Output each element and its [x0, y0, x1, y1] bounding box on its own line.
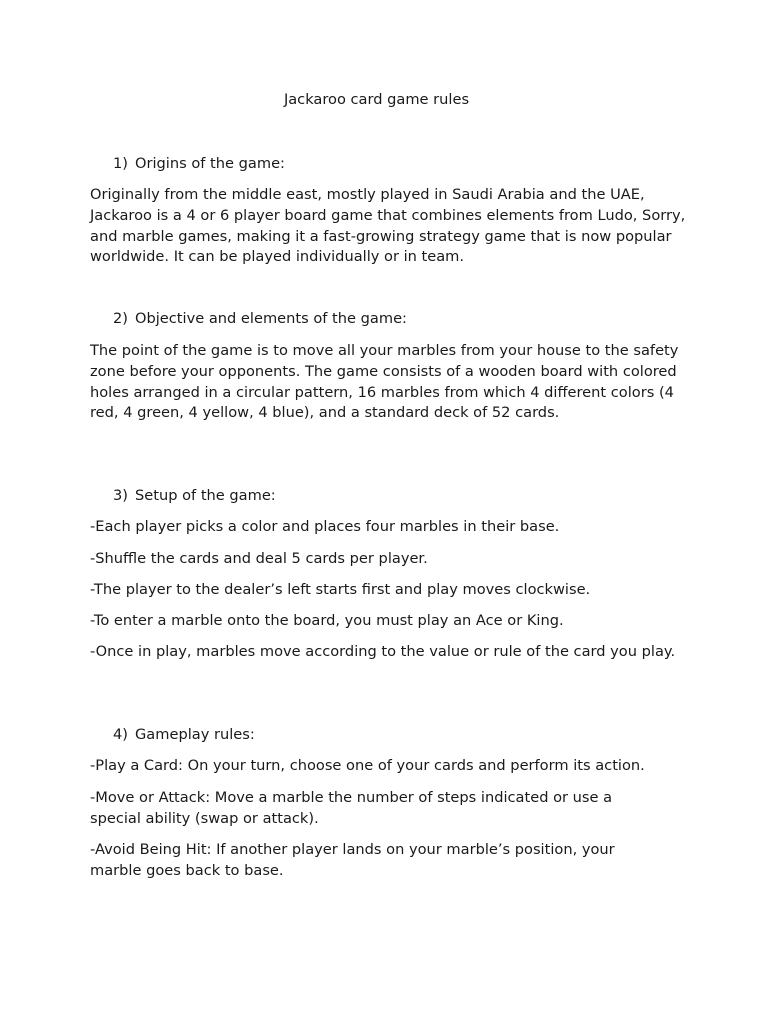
section-heading-setup: [113, 486, 276, 507]
section-number: 3): [113, 487, 128, 504]
document-title: Jackaroo card game rules: [283, 91, 470, 108]
gameplay-rule-item: -Avoid Being Hit: If another player lands on your marble’s position, your marble goes back to base.: [90, 841, 615, 879]
setup-rule-item: -The player to the dealer’s left starts first and play moves clockwise.: [90, 581, 591, 598]
section-heading-text: Setup of the game:: [135, 487, 276, 504]
section-number: 2): [113, 310, 128, 327]
section-heading-text: Gameplay rules:: [135, 726, 255, 743]
section-number: 4): [113, 726, 128, 743]
section-heading-text: Objective and elements of the game:: [135, 310, 407, 327]
gameplay-rule-item: -Play a Card: On your turn, choose one of your cards and perform its action.: [90, 757, 645, 774]
setup-rule-item: -Once in play, marbles move according to the value or rule of the card you play.: [90, 643, 676, 660]
setup-rule-item: -Shuffle the cards and deal 5 cards per player.: [90, 550, 428, 567]
origins-paragraph: Originally from the middle east, mostly played in Saudi Arabia and the UAE, Jackaroo is a 4 or 6 player board game that combines elements from Ludo, Sorry, and marble games, making it a fast-growing strategy game that is now popular worldwide. It can be played individually or in team.: [90, 186, 686, 266]
section-heading-text: Origins of the game:: [135, 155, 285, 172]
setup-rule-item: -Each player picks a color and places four marbles in their base.: [90, 518, 560, 535]
section-heading-origins: [113, 154, 285, 175]
gameplay-rule-item: -Move or Attack: Move a marble the number of steps indicated or use a special ability (swap or attack).: [90, 789, 613, 827]
objective-paragraph: The point of the game is to move all your marbles from your house to the safety zone before your opponents. The game consists of a wooden board with colored holes arranged in a circular pattern, 16 marbles from which 4 different colors (4 red, 4 green, 4 yellow, 4 blue), and a standard deck of 52 cards.: [90, 342, 679, 422]
section-number: 1): [113, 155, 128, 172]
section-heading-gameplay: [113, 725, 255, 746]
setup-rule-item: -To enter a marble onto the board, you must play an Ace or King.: [90, 612, 564, 629]
section-heading-objective: [113, 309, 407, 330]
